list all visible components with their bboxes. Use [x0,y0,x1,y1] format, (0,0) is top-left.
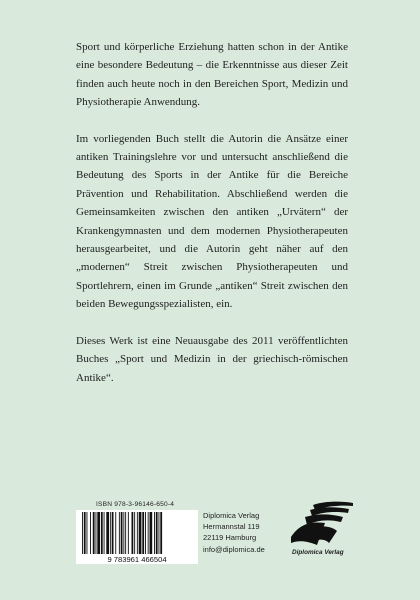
barcode-bar [139,512,142,554]
publisher-city: 22119 Hamburg [203,533,257,543]
barcode-bar [110,512,111,554]
barcode-bar [137,512,138,554]
barcode-bar [82,512,83,554]
publisher-email: info@diplomica.de [203,544,265,554]
barcode-bar [150,512,153,554]
isbn-label: ISBN 978-3-96146-650-4 [96,501,175,508]
blurb-paragraph-2: Im vorliegenden Buch stellt die Autorin die Ansätze einer antiken Trainingslehre vor und untersucht anschließend die Bedeutung des Sports in der Antike für die Bereiche Prävention und Rehabilitation. Abschließend werden die Gemeinsamkeiten zwischen den antiken „Urvätern“ der Krankengymnasten und dem modernen Physiotherapeuten herausgearbeitet, und die Autorin geht näher auf den „modernen“ Streit zwischen Physiotherapeuten und Sportlehrern, einen im Grunde „antiken“ Streit zwischen den beiden Bewegungsspezialisten, ein. [76,132,348,311]
barcode-bar [112,512,114,554]
barcode-bar [93,512,95,554]
barcode-bar [134,512,135,554]
barcode-bar [96,512,97,554]
barcode-bar [119,512,120,554]
blurb-paragraph-1: Sport und körperliche Erziehung hatten schon in der Antike eine besondere Bedeutung – die Erkenntnisse aus dieser Zeit finden auch heute noch in den Bereichen Sport, Medizin und Physiotherapie Anwendung. [76,41,348,109]
barcode-bar [123,512,124,554]
barcode-block [76,500,198,564]
barcode-icon [76,510,198,564]
publisher-logo-text: Diplomica Verlag [292,549,344,556]
barcode-bar [121,512,123,554]
publisher-name: Diplomica Verlag [203,511,260,520]
barcode-bar [104,512,105,554]
barcode-digits: 9 783961 466504 [107,555,167,564]
barcode-bar [101,512,103,554]
barcode-bar [115,512,116,554]
barcode-bar [145,512,146,554]
barcode-bar [106,512,109,554]
barcode-bar [159,512,160,554]
barcode-bar [160,512,162,554]
publisher-logo-icon [285,497,355,555]
blurb-text [76,38,348,405]
barcode-bar [128,512,129,554]
publisher-address [203,510,283,555]
barcode-bar [87,512,88,554]
barcode-bar [84,512,86,554]
barcode-bar [148,512,149,554]
publisher-street: Hermannstal 119 [203,522,260,532]
barcode-bar [90,512,91,554]
barcode-bar [132,512,134,554]
barcode-bar [97,512,100,554]
barcode-bar [125,512,126,554]
barcode-bar [156,512,158,554]
blurb-paragraph-3: Dieses Werk ist eine Neuausgabe des 2011 veröffentlichten Buches „Sport und Medizin in der griechisch-römischen Antike“. [76,334,348,384]
barcode-bar [154,512,155,554]
barcode-bar [142,512,144,554]
